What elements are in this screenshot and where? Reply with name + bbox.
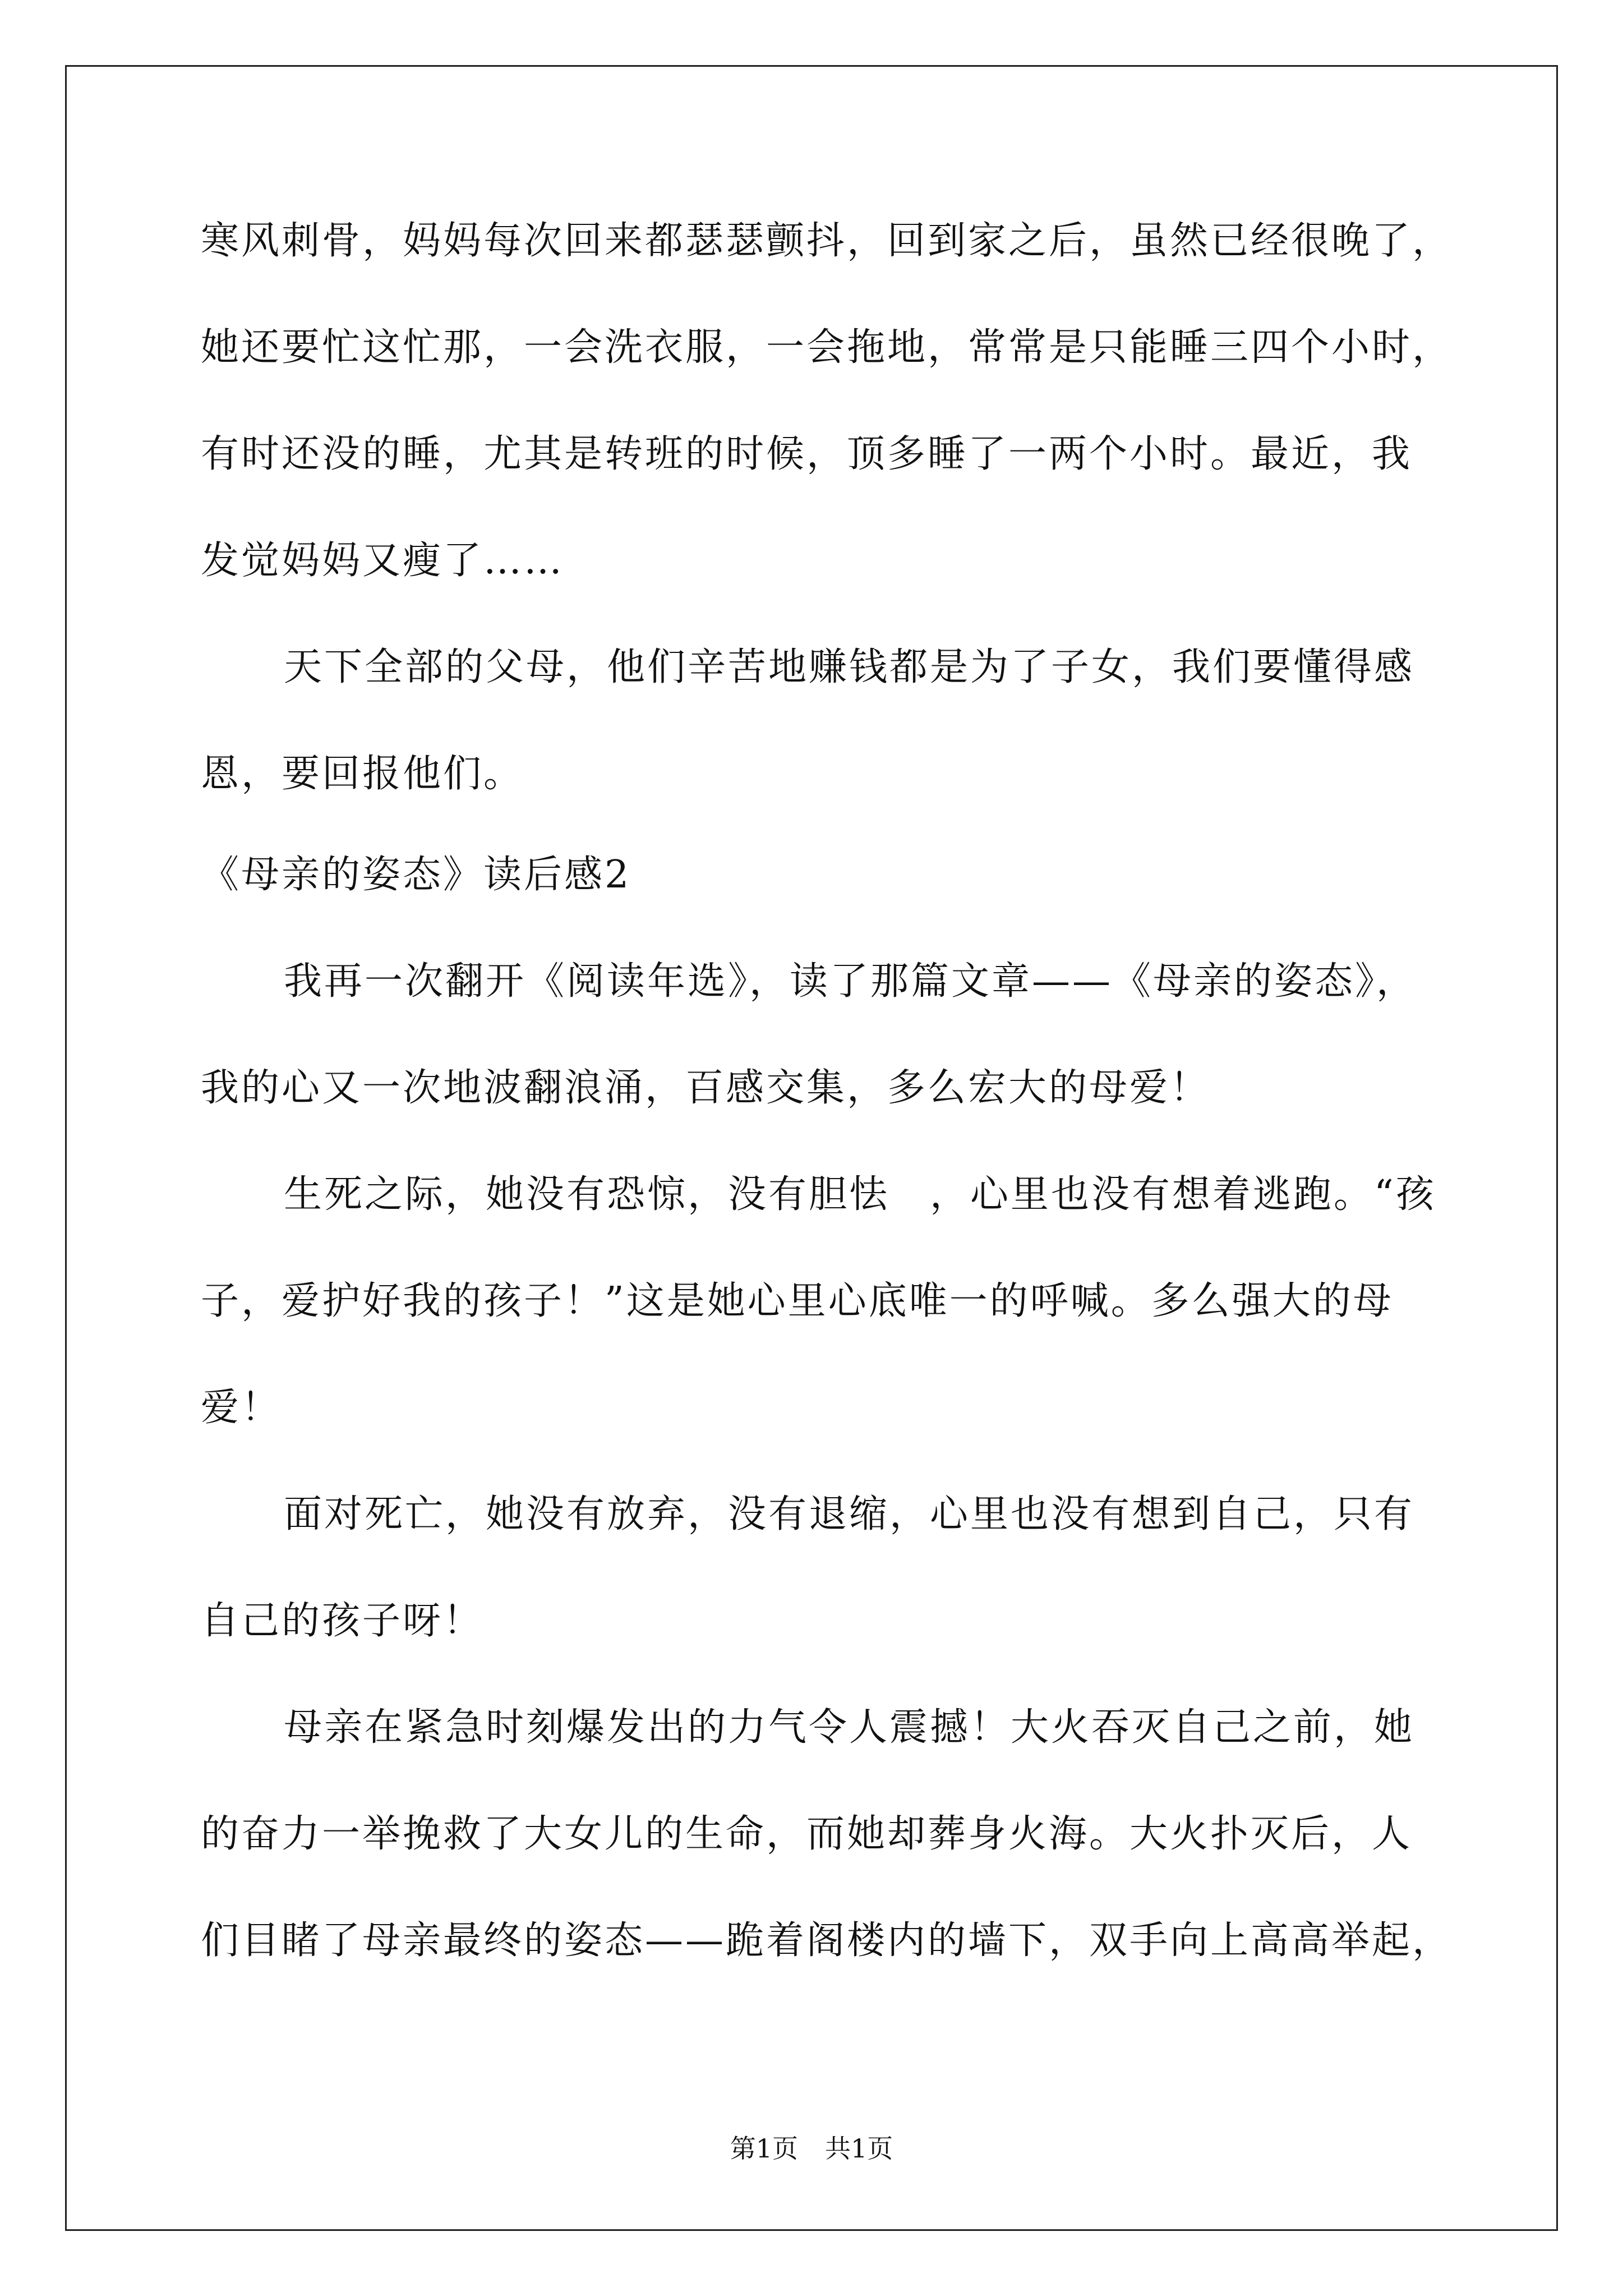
text-line-10: 生死之际，她没有恐惊，没有胆怯 ，心里也没有想着逃跑。“孩 <box>284 1172 1436 1217</box>
section-heading: 《母亲的姿态》读后感2 <box>201 853 631 897</box>
text-line-17: 们目睹了母亲最终的姿态——跪着阁楼内的墙下，双手向上高高举起， <box>201 1918 1453 1963</box>
text-line-5: 天下全部的父母，他们辛苦地赚钱都是为了子女，我们要懂得感 <box>284 645 1415 689</box>
page-number-total: 共1页 <box>825 2133 893 2164</box>
text-line-15: 母亲在紧急时刻爆发出的力气令人震撼！大火吞灭自己之前，她 <box>284 1705 1415 1750</box>
text-line-13: 面对死亡，她没有放弃，没有退缩，心里也没有想到自己，只有 <box>284 1492 1415 1536</box>
text-line-16: 的奋力一举挽救了大女儿的生命，而她却葬身火海。大火扑灭后，人 <box>201 1812 1413 1856</box>
page-border <box>65 65 1558 2231</box>
text-line-9: 我的心又一次地波翻浪涌，百感交集，多么宏大的母爱！ <box>201 1066 1211 1110</box>
text-line-14: 自己的孩子呀！ <box>201 1599 484 1643</box>
text-line-4: 发觉妈妈又瘦了…… <box>201 539 565 583</box>
text-line-11: 子，爱护好我的孩子！”这是她心里心底唯一的呼喊。多么强大的母 <box>201 1279 1394 1323</box>
text-line-6: 恩，要回报他们。 <box>201 752 524 796</box>
text-line-2: 她还要忙这忙那，一会洗衣服，一会拖地，常常是只能睡三四个小时， <box>201 325 1453 370</box>
text-line-3: 有时还没的睡，尤其是转班的时候，顶多睡了一两个小时。最近，我 <box>201 432 1413 476</box>
page-footer <box>0 2132 1623 2165</box>
text-line-8: 我再一次翻开《阅读年选》，读了那篇文章——《母亲的姿态》， <box>284 959 1417 1004</box>
text-line-12: 爱！ <box>201 1386 282 1430</box>
page-number-current: 第1页 <box>730 2133 798 2164</box>
text-line-1: 寒风刺骨，妈妈每次回来都瑟瑟颤抖，回到家之后，虽然已经很晚了， <box>201 219 1453 263</box>
